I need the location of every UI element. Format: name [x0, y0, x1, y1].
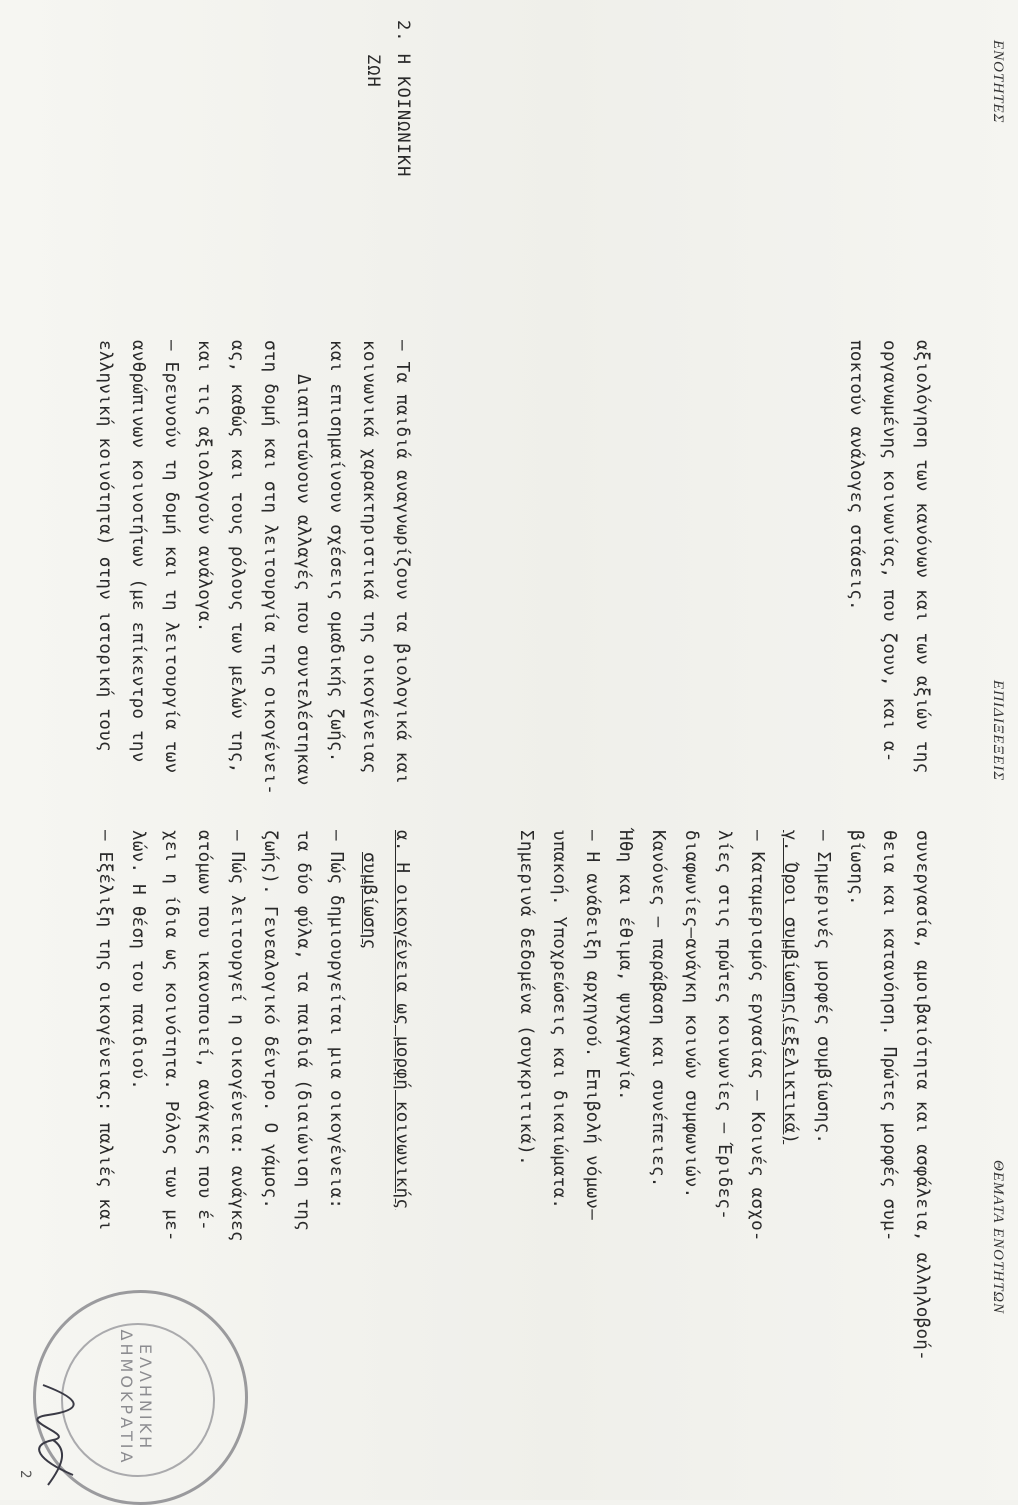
stamp-text: ΕΛΛΗΝΙΚΗ ΔΗΜΟΚΡΑΤΙΑ: [117, 1329, 155, 1466]
text-line: Κανόνες – παράβαση και συνέπειες.: [648, 830, 668, 1188]
text-line: συνεργασία, αμοιβαιότητα και ασφάλεια, αλληλοβοή-: [912, 830, 932, 1361]
text-line: ζωής). Γενεαλογικό δέντρο. Ο γάμος.: [260, 830, 280, 1210]
page-marker: 2: [17, 1470, 33, 1479]
section-title-line1: Η ΚΟΙΝΩΝΙΚΗ: [393, 53, 413, 178]
text-line: γ. Όροι συμβίωσης(εξελικτικά): [780, 830, 800, 1145]
text-line: Ήθη και έθιμα, ψυχαγωγία.: [615, 830, 635, 1101]
text-line: – Η ανάδειξη αρχηγού. Επιβολή νόμων–: [582, 830, 602, 1221]
header-themes: ΘΕΜΑΤΑ ΕΝΟΤΗΤΩΝ: [990, 1160, 1006, 1315]
section-title-line2: ΖΩΗ: [363, 54, 383, 88]
text-line: Διαπιστώνουν αλλαγές που συντελέστηκαν: [293, 374, 313, 786]
text-line: λών. Η θέση του παιδιού.: [128, 830, 148, 1091]
text-line: – Τα παιδιά αναγνωρίζουν τα βιολογικά και: [392, 340, 412, 785]
text-line: και επισημαίνουν σχέσεις ομαδικής ζωής.: [326, 340, 346, 763]
text-line: αξιολόγηση των κανόνων και των αξιών της: [912, 340, 932, 774]
text-line: οργανωμένης κοινωνίας, που ζουν, και α-: [879, 340, 899, 763]
text-line: ποκτούν ανάλογες στάσεις.: [846, 340, 866, 611]
text-line: κοινωνικά χαρακτηριστικά της οικογένειας: [359, 340, 379, 774]
text-line: α. Η οικογένεια ως μορφή κοινωνικής: [392, 830, 412, 1210]
right-column-top: [509, 830, 938, 1361]
text-line: – Πώς δημιουργείται μια οικογένεια:: [326, 830, 346, 1210]
text-line: – Εξέλιξη της οικογένειας: παλιές και: [95, 830, 115, 1231]
text-line: και τις αξιολογούν ανάλογα.: [194, 340, 214, 633]
middle-column-bottom: [88, 340, 418, 795]
right-column-bottom: [88, 830, 418, 1242]
text-line: λίες στις πρώτες κοινωνίες – Έριδες-: [714, 830, 734, 1221]
text-line: στη δομή και στη λειτουργία της οικογένει-: [260, 340, 280, 796]
header-guidance: ΕΠΙΔΙΞΕΞΕΙΣ: [990, 680, 1006, 782]
text-line: ας, καθώς και τους ρόλους των μελών της,: [227, 340, 247, 774]
signature-icon: [28, 1380, 88, 1490]
text-line: – Σημερινές μορφές συμβίωσης.: [813, 830, 833, 1145]
text-line: υπακοή. Υποχρεώσεις και δικαιώματα.: [549, 830, 569, 1210]
text-line: ανθρώπινων κοινοτήτων (με επίκεντρο την: [128, 340, 148, 763]
section-heading: [358, 20, 418, 177]
text-line: τα δύο φύλα, τα παιδιά (διαιώνιση της: [293, 830, 313, 1231]
text-line: – Πώς λειτουργεί η οικογένεια: ανάγκες: [227, 830, 247, 1242]
text-line: θεια και κατανόηση. Πρώτες μορφές συμ-: [879, 830, 899, 1242]
text-line: βίωσης.: [846, 830, 866, 906]
text-line: ατόμων που ικανοποιεί, ανάγκες που έ-: [194, 830, 214, 1231]
text-line: διαφωνίες–ανάγκη κοινών συμφωνιών.: [681, 830, 701, 1199]
text-line: συμβίωσης: [359, 852, 379, 950]
text-line: Σημερινά δεδομένα (συγκριτικά).: [516, 830, 536, 1166]
text-line: χει η ίδια ως κοινότητα. Ρόλος των με-: [161, 830, 181, 1242]
middle-column-top: [839, 340, 938, 773]
text-line: – Καταμερισμός εργασίας – Κοινές ασχο-: [747, 830, 767, 1242]
header-units: ΕΝΟΤΗΤΕΣ: [990, 40, 1006, 124]
text-line: – Ερευνούν τη δομή και τη λειτουργία των: [161, 340, 181, 774]
section-number: 2.: [393, 20, 413, 43]
text-line: ελληνική κοινότητα) στην ιστορική τους: [95, 340, 115, 752]
